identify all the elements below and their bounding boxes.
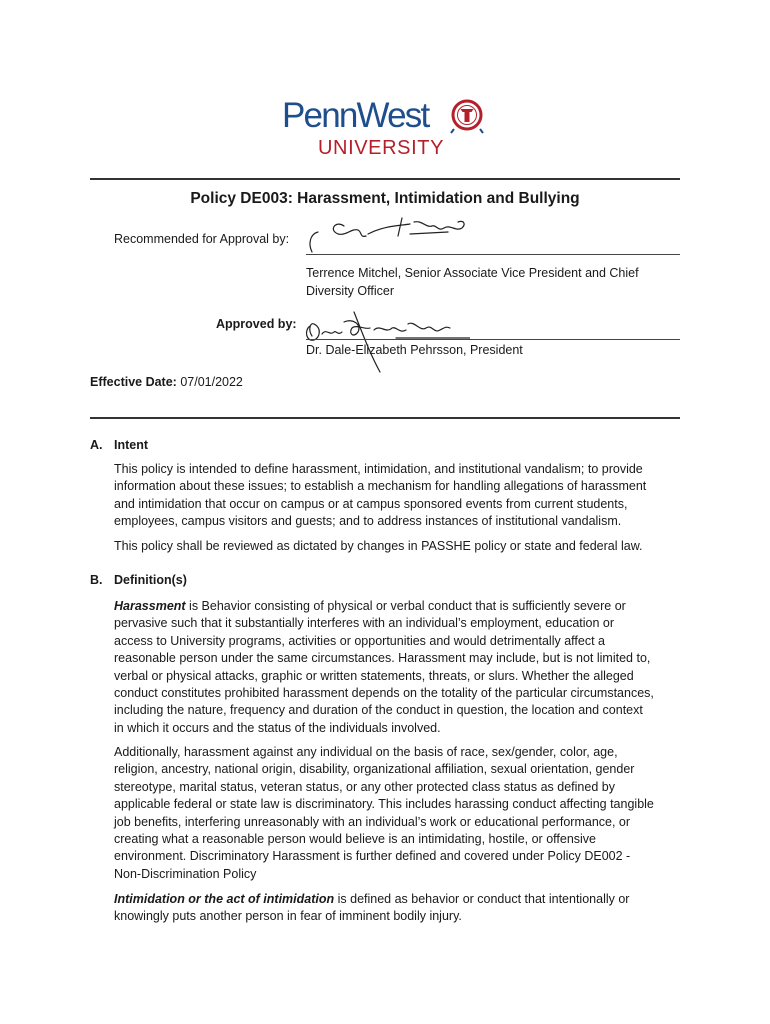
recommended-name-line2: Diversity Officer	[306, 284, 394, 298]
intimidation-definition	[114, 891, 654, 926]
recommender-signature	[306, 212, 476, 256]
section-b-heading	[90, 573, 187, 587]
logo-subtitle: UNIVERSITY	[318, 137, 445, 159]
additionally-text: Additionally, harassment against any individual on the basis of race, sex/gender, color, age, religion, ancestry, national origin, disability, organizational affiliation, sexual orientation, gender stereotype, marital status, veteran status, or any other protected class status as defined by applicable federal or state law is discriminatory. This includes harassing conduct affecting tangible job benefits, interfering unreasonably with an individual’s work or educational performance, or creating what a reasonable person would believe is an intimidating, hostile, or offensive environment. Discriminatory Harassment is further defined and covered under Policy DE002 - Non-Discrimination Policy	[114, 745, 654, 881]
effective-date-value: 07/01/2022	[180, 375, 243, 389]
harassment-definition	[114, 598, 654, 737]
section-b-title: Definition(s)	[114, 573, 187, 587]
harassment-text: is Behavior consisting of physical or verbal conduct that is sufficiently severe or pervasive such that it substantially interferes with an individual’s employment, education or access to University programs, activities or opportunities and would detrimentally affect a reasonable person under the same circumstances. Harassment may include, but is not limited to, verbal or physical attacks, graphic or written statements, threats, or slurs. Whether the alleged conduct constitutes prohibited harassment depends on the totality of the particular circumstances, including the nature, frequency and duration of the conduct in question, the location and context in which it occurs and the status of the individuals involved.	[114, 599, 654, 735]
president-signature	[300, 304, 470, 376]
effective-date	[90, 375, 243, 389]
section-a-heading	[90, 438, 148, 452]
section-a-letter: A.	[90, 438, 103, 452]
effective-date-label: Effective Date:	[90, 375, 177, 389]
logo-wordmark: PennWest	[282, 96, 429, 135]
section-a-title: Intent	[114, 438, 149, 452]
recommended-signature-line	[306, 254, 680, 255]
intent-paragraph	[114, 461, 654, 531]
approved-name: Dr. Dale-Elizabeth Pehrsson, President	[306, 343, 523, 357]
approved-label: Approved by:	[216, 317, 297, 331]
intent-text: This policy is intended to define harassment, intimidation, and institutional vandalism; to provide information about these issues; to establish a mechanism for handling allegations of harassment and intimidation that occur on campus or at campus sponsored events from current students, employees, campus visitors and guests; and to address instances of institutional vandalism.	[114, 462, 647, 529]
harassment-term: Harassment	[114, 599, 186, 613]
recommended-label: Recommended for Approval by:	[114, 232, 290, 246]
discriminatory-harassment-paragraph	[114, 744, 654, 883]
keystone-seal-icon	[448, 98, 486, 136]
approved-signature-line	[306, 339, 680, 340]
section-b-letter: B.	[90, 573, 103, 587]
intimidation-text: is defined as behavior or conduct that intentionally or knowingly puts another person in fear of imminent bodily injury.	[114, 892, 630, 924]
intimidation-term: Intimidation or the act of intimidation	[114, 892, 335, 906]
header-divider	[90, 178, 680, 180]
university-logo	[282, 96, 492, 162]
review-text: This policy shall be reviewed as dictated by changes in PASSHE policy or state and federal law.	[114, 539, 643, 553]
review-paragraph	[114, 538, 654, 555]
section-divider	[90, 417, 680, 419]
recommended-name-line1: Terrence Mitchel, Senior Associate Vice President and Chief	[306, 266, 639, 280]
policy-title: Policy DE003: Harassment, Intimidation and Bullying	[190, 190, 580, 207]
